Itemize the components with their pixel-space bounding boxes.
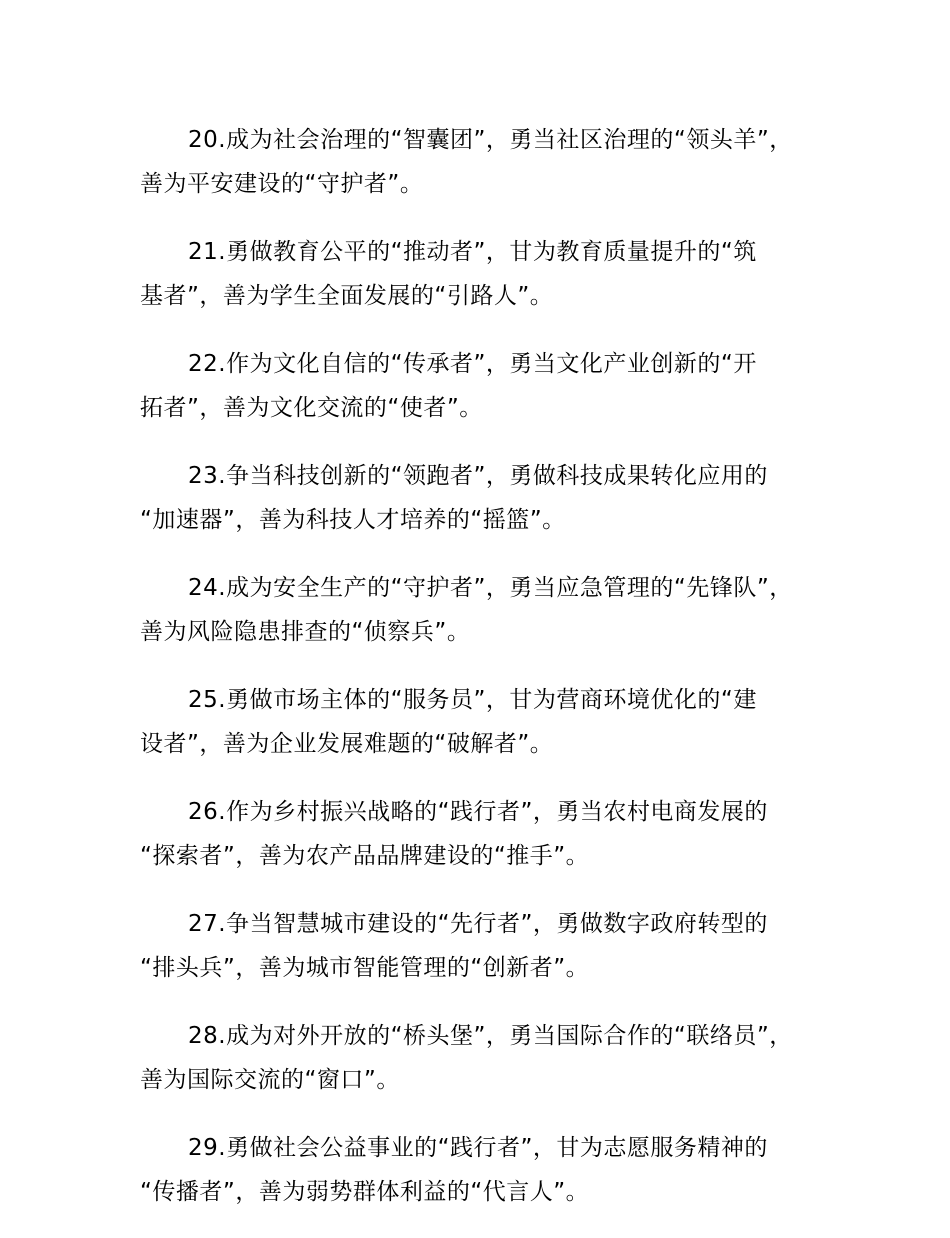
paragraph-line: 24.成为安全生产的“守护者”，勇当应急管理的“先锋队”，: [188, 575, 793, 601]
paragraph-line: 27.争当智慧城市建设的“先行者”，勇做数字政府转型的: [188, 911, 768, 937]
paragraph-line: 20.成为社会治理的“智囊团”，勇当社区治理的“领头羊”，: [188, 127, 793, 153]
document-body: [140, 118, 835, 1238]
paragraph-line: 善为平安建设的“守护者”。: [140, 171, 424, 197]
paragraph-line: 善为国际交流的“窗口”。: [140, 1067, 400, 1093]
paragraph-28: [140, 1014, 835, 1102]
paragraph-line: 29.勇做社会公益事业的“践行者”，甘为志愿服务精神的: [188, 1135, 768, 1161]
paragraph-line: 善为风险隐患排查的“侦察兵”。: [140, 619, 471, 645]
paragraph-29: [140, 1126, 835, 1214]
paragraph-line: 21.勇做教育公平的“推动者”，甘为教育质量提升的“筑: [188, 239, 757, 265]
paragraph-line: “探索者”，善为农产品品牌建设的“推手”。: [140, 843, 590, 869]
paragraph-line: “加速器”，善为科技人才培养的“摇篮”。: [140, 507, 566, 533]
paragraph-line: 28.成为对外开放的“桥头堡”，勇当国际合作的“联络员”，: [188, 1023, 793, 1049]
paragraph-line: 基者”，善为学生全面发展的“引路人”。: [140, 283, 554, 309]
paragraph-21: [140, 230, 835, 318]
paragraph-20: [140, 118, 835, 206]
paragraph-22: [140, 342, 835, 430]
paragraph-line: 拓者”，善为文化交流的“使者”。: [140, 395, 483, 421]
paragraph-line: 22.作为文化自信的“传承者”，勇当文化产业创新的“开: [188, 351, 757, 377]
paragraph-line: 26.作为乡村振兴战略的“践行者”，勇当农村电商发展的: [188, 799, 768, 825]
paragraph-23: [140, 454, 835, 542]
paragraph-line: “排头兵”，善为城市智能管理的“创新者”。: [140, 955, 590, 981]
paragraph-line: 25.勇做市场主体的“服务员”，甘为营商环境优化的“建: [188, 687, 757, 713]
paragraph-24: [140, 566, 835, 654]
paragraph-line: 设者”，善为企业发展难题的“破解者”。: [140, 731, 554, 757]
paragraph-line: “传播者”，善为弱势群体利益的“代言人”。: [140, 1179, 590, 1205]
paragraph-27: [140, 902, 835, 990]
paragraph-25: [140, 678, 835, 766]
paragraph-26: [140, 790, 835, 878]
paragraph-line: 23.争当科技创新的“领跑者”，勇做科技成果转化应用的: [188, 463, 768, 489]
